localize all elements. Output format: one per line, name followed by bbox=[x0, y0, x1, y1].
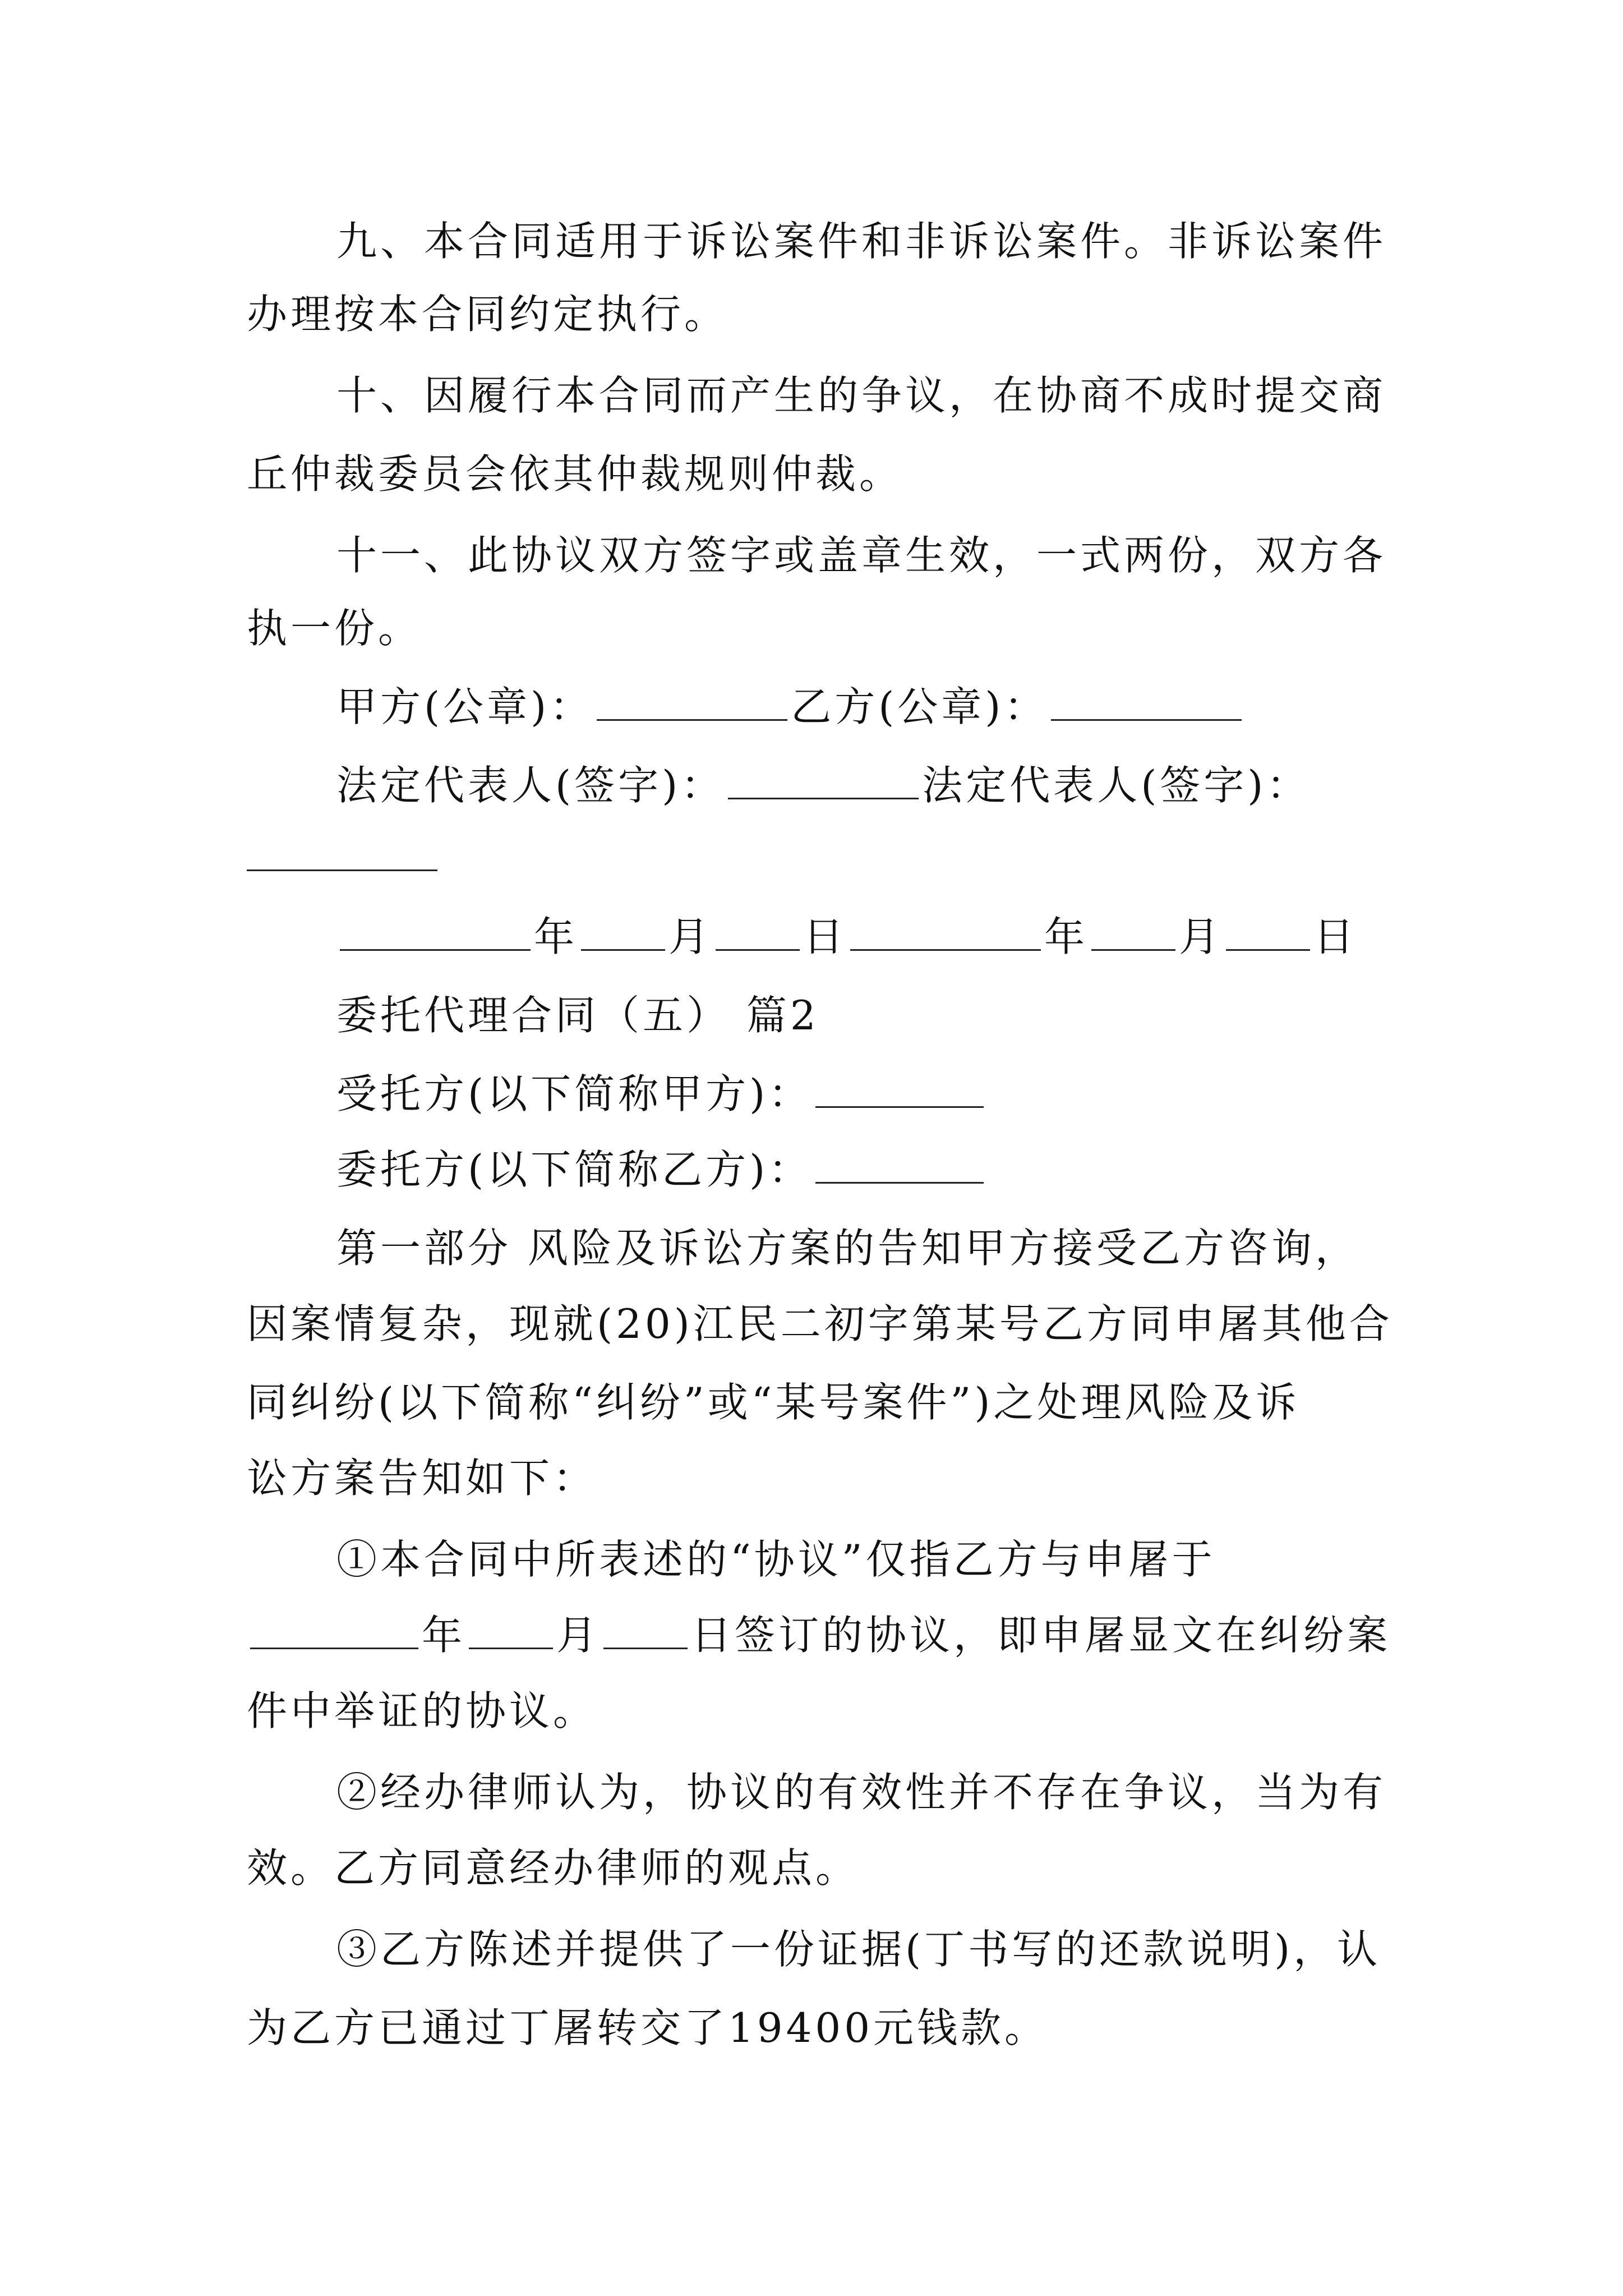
entrusted-party-blank bbox=[815, 1069, 984, 1108]
date-a-day-blank bbox=[716, 912, 800, 951]
part1-line-3: 同纠纷(以下简称“纠纷”或“某号案件”)之处理风险及诉 bbox=[247, 1379, 1300, 1426]
clause-11-line-2: 执一份。 bbox=[247, 605, 422, 652]
legal-rep-b-label: 法定代表人(签字)： bbox=[922, 762, 1311, 809]
date-b-month-label: 月 bbox=[1179, 913, 1223, 960]
clause-9-line-1: 九、本合同适用于诉讼案件和非诉讼案件。非诉讼案件 bbox=[336, 218, 1387, 265]
item2-line-1: ②经办律师认为，协议的有效性并不存在争议，当为有 bbox=[336, 1769, 1387, 1816]
entrusted-party-label: 受托方(以下简称甲方)： bbox=[336, 1070, 813, 1117]
party-a-seal-label: 甲方(公章)： bbox=[336, 683, 594, 730]
date-a-month-label: 月 bbox=[668, 913, 713, 960]
clause-10-line-1: 十、因履行本合同而产生的争议，在协商不成时提交商 bbox=[336, 372, 1387, 419]
item1-day-blank bbox=[603, 1611, 688, 1649]
date-b-year-label: 年 bbox=[1044, 913, 1089, 960]
item1-month-label: 月 bbox=[556, 1612, 601, 1659]
item2-line-2: 效。乙方同意经办律师的观点。 bbox=[247, 1844, 860, 1892]
clause-10-line-2: 丘仲裁委员会依其仲裁规则仲裁。 bbox=[247, 450, 903, 498]
item1-line-2-text: 日签订的协议，即申屠显文在纠纷案 bbox=[691, 1612, 1391, 1659]
date-b-day-label: 日 bbox=[1313, 913, 1358, 960]
clause-11-line-1: 十一、此协议双方签字或盖章生效，一式两份，双方各 bbox=[336, 532, 1387, 579]
party-a-seal-blank bbox=[597, 682, 787, 721]
legal-rep-a-blank bbox=[728, 761, 919, 799]
item1-year-blank bbox=[250, 1611, 418, 1649]
item1-month-blank bbox=[469, 1611, 553, 1649]
legal-rep-b-blank bbox=[247, 869, 437, 871]
item1-year-label: 年 bbox=[422, 1612, 466, 1659]
item1-line-3: 件中举证的协议。 bbox=[247, 1687, 597, 1734]
item3-line-1: ③乙方陈述并提供了一份证据(丁书写的还款说明)，认 bbox=[336, 1926, 1381, 1973]
entrusting-party-label: 委托方(以下简称乙方)： bbox=[336, 1146, 813, 1193]
date-a-year-label: 年 bbox=[534, 913, 578, 960]
section-title: 委托代理合同（五） 篇2 bbox=[336, 992, 819, 1039]
part1-line-2: 因案情复杂，现就(20)江民二初字第某号乙方同申屠其他合 bbox=[247, 1300, 1393, 1347]
entrusting-party-blank bbox=[815, 1145, 984, 1184]
party-b-seal-label: 乙方(公章)： bbox=[791, 683, 1048, 730]
date-b-year-blank bbox=[850, 912, 1041, 951]
date-a-month-blank bbox=[581, 912, 665, 951]
date-a-year-blank bbox=[340, 912, 531, 951]
date-line bbox=[336, 912, 1357, 962]
part1-line-1: 第一部分 风险及诉讼方案的告知甲方接受乙方咨询， bbox=[336, 1225, 1359, 1272]
date-a-day-label: 日 bbox=[803, 913, 847, 960]
party-b-seal-blank bbox=[1051, 682, 1242, 721]
signature-line-seals bbox=[336, 682, 1245, 732]
item3-line-2: 为乙方已通过丁屠转交了19400元钱款。 bbox=[247, 2004, 1049, 2051]
entrusted-party-line bbox=[336, 1069, 987, 1119]
entrusting-party-line bbox=[336, 1144, 987, 1195]
clause-9-line-2: 办理按本合同约定执行。 bbox=[247, 291, 728, 338]
legal-rep-a-label: 法定代表人(签字)： bbox=[336, 762, 725, 809]
date-b-day-blank bbox=[1226, 912, 1310, 951]
date-b-month-blank bbox=[1091, 912, 1175, 951]
item1-line-1: ①本合同中所表述的“协议”仅指乙方与申屠于 bbox=[336, 1536, 1216, 1583]
signature-line-legal-reps bbox=[336, 760, 1310, 811]
item1-line-2 bbox=[247, 1610, 1391, 1660]
part1-line-4: 讼方案告知如下： bbox=[247, 1455, 597, 1502]
